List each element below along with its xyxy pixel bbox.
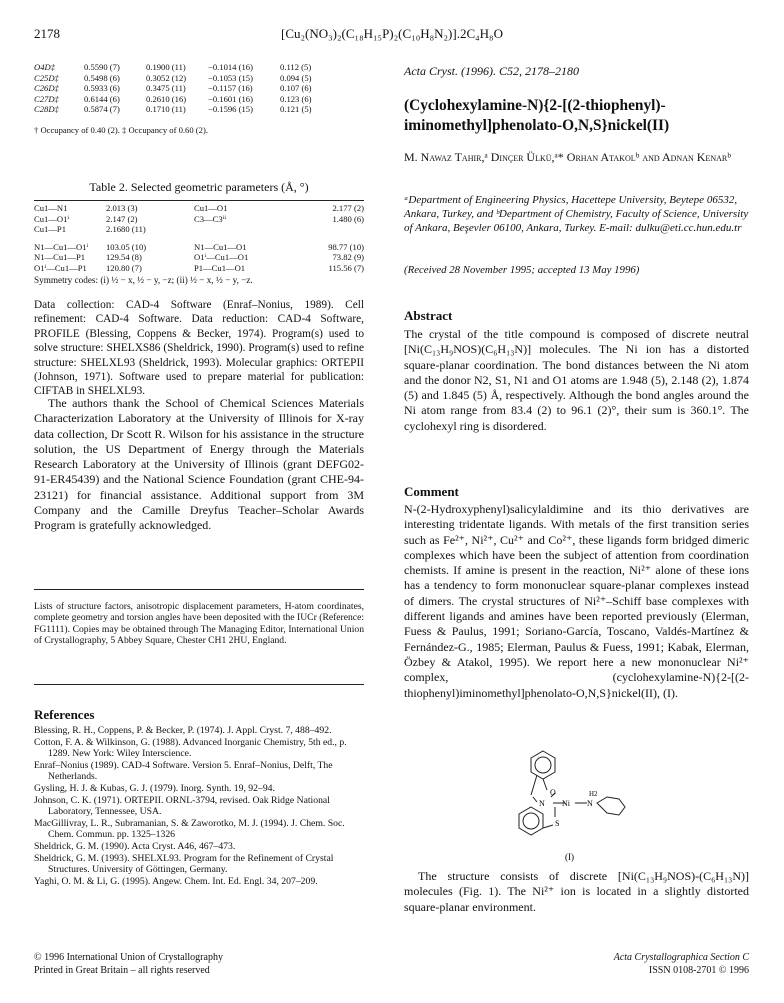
table-cell bbox=[194, 224, 289, 235]
abstract-text: The crystal of the title compound is composed of discrete neutral [Ni(C₁₃H₉NOS)(C₆H₁₃N)] molecules. The Ni ion has a distorted square-planar coordination. The bond distances between the Ni atom and the donor N2, S1, N1 and O1 atoms are 1.948 (5), 2.148 (2), 1.874 (5) and 1.845 (5) Å, respectively. Although the bond angles around the Ni atom range from 83.4 (2) to 96.1 (2)°, their sum is 360.1°. The cyclohexyl ring is disordered. bbox=[404, 327, 749, 433]
reference-item: Sheldrick, G. M. (1990). Acta Cryst. A46, 467–473. bbox=[34, 840, 236, 852]
table-2-title: Table 2. Selected geometric parameters (Å, °) bbox=[89, 180, 309, 194]
atom-s: S bbox=[555, 819, 560, 828]
atom-row bbox=[34, 62, 334, 73]
references-heading: References bbox=[34, 707, 95, 722]
table-cell: −0.1596 (15) bbox=[208, 104, 253, 114]
reference-item: MacGillivray, L. R., Subramanian, S. & Zaworotko, M. J. (1994). J. Chem. Soc. Chem. Commun. pp. 1325–1326 bbox=[34, 817, 345, 841]
reference-item: Johnson, C. K. (1971). ORTEPII. ORNL-3794, revised. Oak Ridge National Laboratory, Tennessee, USA. bbox=[34, 794, 330, 818]
atom-coordinates-table bbox=[34, 62, 364, 135]
table-cell: Cu1—O1ⁱ bbox=[34, 213, 70, 224]
table-cell: 0.5498 (6) bbox=[84, 72, 120, 83]
table-cell: 0.5933 (6) bbox=[84, 83, 120, 93]
acknowledgement-text: The authors thank the School of Chemical Sciences Materials Characterization Laboratory at the University of Illinois for X-ray data collection, Dr Scott R. Wilson for his assistance in the structure solution, the US Department of Energy through the Materials Research Laboratory at the University of Illinois (grant DEFG02-91-ER45439) and the National Science Foundation (grant CHE-94-23121) for financial assistance. Additional support from 3M Company and the Camille Dreyfus Teacher–Scholar Awards Program is gratefully acknowledged. bbox=[34, 396, 364, 533]
occupancy-footnote: † Occupancy of 0.40 (2). ‡ Occupancy of 0.60 (2). bbox=[34, 124, 208, 135]
atom-n2: N bbox=[587, 799, 593, 808]
data-collection-text: Data collection: CAD-4 Software (Enraf–Nonius, 1989). Cell refinement: CAD-4 Software. Data reduction: CAD-4 Software, PROFILE (Blessing, Coppens & Becker, 1974). Program(s) used to solve structure: SHELXS86 (Sheldrick, 1990). Program(s) used to refine structure: SHELXL93 (Sheldrick, 1993). Molecular graphics: ORTEPII (Johnson, 1971). Software used to prepare material for publication: CIFTAB in SHELXL93. bbox=[34, 299, 364, 398]
table-cell: 0.1710 (11) bbox=[146, 104, 186, 114]
page-number: 2178 bbox=[34, 26, 60, 41]
table-cell: 0.121 (5) bbox=[280, 104, 312, 114]
table-cell: 0.2610 (16) bbox=[146, 93, 187, 104]
table-cell: 73.82 (9) bbox=[332, 252, 364, 262]
comment-text: N-(2-Hydroxyphenyl)salicylaldimine and its thio derivatives are interesting tridentate ligands. With metals of the first transition series such as Fe²⁺, Ni²⁺, Cu²⁺ and Co²⁺, these ligands form bridged dimeric complexes which have been the subject of attention from coordination chemists. If amine is present in the reaction, Ni²⁺ alone of these ions has a tendency to form mononuclear square-planar complexes instead of dimers. The crystal structures of Ni²⁺–Schiff base complexes with different ligands and amines have been reported previously (Elerman, Fuess & Paulus, 1991; Soriano-García, Toscano, Valdés-Martínez & Fernández-G., 1985; Elerman, Paulus & Fuess, 1991; Kabak, Elerman, Özbey & Atakol, 1995). We report here a new mononuclear Ni²⁺ complex, (cyclohexylamine-N){2-[(2-thiophenyl)iminomethyl]phenolato-O,N,S}nickel(II), (I). bbox=[404, 502, 749, 700]
table-cell: O1ⁱ—Cu1—P1 bbox=[34, 262, 87, 273]
table-cell: 0.5590 (7) bbox=[84, 62, 120, 72]
table-cell: Cu1—N1 bbox=[34, 203, 68, 213]
table-cell: 129.54 (8) bbox=[106, 252, 142, 262]
table-cell: −0.1014 (16) bbox=[208, 62, 253, 72]
atom-row bbox=[34, 104, 334, 115]
table-cell: N1—Cu1—O1 bbox=[194, 241, 247, 252]
reference-item: Sheldrick, G. M. (1993). SHELXL93. Program for the Refinement of Crystal Structures. University of Göttingen, Germany. bbox=[34, 852, 334, 876]
atom-ni: Ni bbox=[562, 799, 570, 808]
table-cell: O1ⁱ—Cu1—O1 bbox=[194, 252, 249, 262]
comment-heading: Comment bbox=[404, 484, 459, 499]
article-authors: M. Nawaz Tahir,ᵃ Dinçer Ülkü,ᵃ* Orhan Atakolᵇ and Adnan Kenarᵇ bbox=[404, 150, 731, 164]
table-cell: 98.77 (10) bbox=[328, 241, 364, 252]
table-cell: 0.107 (6) bbox=[280, 83, 312, 93]
table-cell: 2.1680 (11) bbox=[106, 224, 146, 234]
issn-text: ISSN 0108-2701 © 1996 bbox=[648, 964, 749, 976]
article-title: (Cyclohexylamine-N){2-[(2-thiophenyl)-iminomethyl]phenolato-O,N,S}nickel(II) bbox=[404, 97, 670, 134]
scheme-label: (I) bbox=[565, 852, 574, 862]
table-cell: C3—C3ⁱⁱ bbox=[194, 213, 227, 224]
table-cell: 0.3475 (11) bbox=[146, 83, 186, 93]
abstract-heading: Abstract bbox=[404, 308, 453, 323]
table-cell bbox=[289, 224, 364, 235]
reference-item: Gysling, H. J. & Kubas, G. J. (1979). Inorg. Synth. 19, 92–94. bbox=[34, 782, 275, 794]
atom-n1: N bbox=[539, 799, 545, 808]
geometry-row bbox=[34, 203, 364, 214]
structure-text: The structure consists of discrete [Ni(C₁₃H₉NOS)-(C₆H₁₃N)] molecules (Fig. 1). The Ni²⁺ ion is located in a slightly distorted square-planar environment. bbox=[404, 869, 749, 914]
chemical-scheme bbox=[495, 745, 645, 865]
geometry-row bbox=[34, 252, 364, 263]
geometry-row bbox=[34, 263, 364, 274]
cyclohexyl-ring bbox=[597, 797, 625, 815]
journal-reference: Acta Cryst. (1996). C52, 2178–2180 bbox=[404, 64, 579, 78]
table-cell: 2.177 (2) bbox=[332, 203, 364, 213]
footer-copyright bbox=[34, 952, 223, 977]
author-affiliation: ᵃDepartment of Engineering Physics, Hacettepe University, Beytepe 06532, Ankara, Turkey, and ᵇDepartment of Chemistry, Faculty of Science, University of Ankara, Beşevler 06100, Ankara, Turkey. E-mail: dulku@eti.cc.hun.edu.tr bbox=[404, 194, 749, 234]
journal-name: Acta Crystallographica Section C bbox=[613, 952, 749, 963]
symmetry-codes: Symmetry codes: (i) ½ − x, ½ − y, −z; (ii) ½ − x, ½ − y, −z. bbox=[34, 275, 253, 285]
received-dates: (Received 28 November 1995; accepted 13 May 1996) bbox=[404, 264, 640, 276]
table-cell: C27D‡ bbox=[34, 93, 59, 104]
references-list bbox=[34, 725, 364, 887]
aromatic-circle bbox=[535, 757, 551, 773]
atom-row bbox=[34, 73, 334, 84]
geometry-row bbox=[34, 214, 364, 225]
divider-line bbox=[34, 589, 364, 590]
table-cell: −0.1601 (16) bbox=[208, 93, 253, 104]
copyright-text: © 1996 International Union of Crystallography bbox=[34, 952, 223, 963]
atom-row bbox=[34, 94, 334, 105]
table-cell: O4D‡ bbox=[34, 62, 56, 72]
reference-item: Cotton, F. A. & Wilkinson, G. (1988). Advanced Inorganic Chemistry, 5th ed., p. 1289. New York: Wiley Interscience. bbox=[34, 736, 347, 760]
table-cell: 2.147 (2) bbox=[106, 213, 138, 224]
table-cell: 0.094 (5) bbox=[280, 72, 312, 83]
table-cell: 103.05 (10) bbox=[106, 241, 147, 252]
table-cell: C28D‡ bbox=[34, 104, 59, 114]
table-cell: −0.1157 (16) bbox=[208, 83, 253, 93]
table-cell: 0.112 (5) bbox=[280, 62, 312, 72]
table-cell: P1—Cu1—O1 bbox=[194, 262, 246, 273]
atom-o: O bbox=[550, 788, 556, 797]
atom-h2: H2 bbox=[589, 790, 598, 798]
table-cell: N1—Cu1—P1 bbox=[34, 252, 86, 262]
divider-line bbox=[34, 684, 364, 685]
table-cell: −0.1053 (15) bbox=[208, 72, 253, 83]
geometry-row bbox=[34, 224, 364, 235]
table-cell: 0.3052 (12) bbox=[146, 72, 187, 83]
reference-item: Blessing, R. H., Coppens, P. & Becker, P. (1974). J. Appl. Cryst. 7, 488–492. bbox=[34, 725, 332, 736]
reference-item: Enraf–Nonius (1989). CAD-4 Software. Version 5. Enraf–Nonius, Delft, The Netherlands. bbox=[34, 759, 333, 783]
table-cell: N1—Cu1—O1ⁱ bbox=[34, 241, 89, 252]
table-cell: 0.6144 (6) bbox=[84, 93, 120, 104]
running-header-formula: [Cu₂(NO₃)₂(C₁₈H₁₅P)₂(C₁₀H₈N₂)].2C₄H₈O bbox=[281, 26, 503, 41]
table-cell: C26D‡ bbox=[34, 83, 59, 93]
table-cell: 0.1900 (11) bbox=[146, 62, 186, 72]
table-cell: Cu1—P1 bbox=[34, 224, 66, 234]
table-cell: C25D‡ bbox=[34, 72, 59, 83]
table-cell: Cu1—O1 bbox=[194, 203, 228, 213]
table-cell: 1.480 (6) bbox=[332, 213, 364, 224]
printed-text: Printed in Great Britain – all rights reserved bbox=[34, 964, 210, 976]
deposit-note: Lists of structure factors, anisotropic displacement parameters, H-atom coordinates, complete geometry and torsion angles have been deposited with the IUCr (Reference: FG1111). Copies may be obtained through The Managing Editor, International Union of Crystallography, 5 Abbey Square, Chester CH1 2HU, England. bbox=[34, 601, 364, 647]
table-2 bbox=[34, 180, 364, 286]
table-cell: 2.013 (3) bbox=[106, 203, 138, 213]
geometry-row bbox=[34, 242, 364, 253]
footer-journal bbox=[404, 952, 749, 977]
table-cell: 115.56 (7) bbox=[328, 262, 364, 273]
table-cell: 0.123 (6) bbox=[280, 93, 312, 104]
atom-row bbox=[34, 83, 334, 94]
table-cell: 0.5874 (7) bbox=[84, 104, 120, 114]
reference-item: Yaghi, O. M. & Li, G. (1995). Angew. Chem. Int. Ed. Engl. 34, 207–209. bbox=[34, 875, 318, 887]
table-cell: 120.80 (7) bbox=[106, 262, 142, 273]
